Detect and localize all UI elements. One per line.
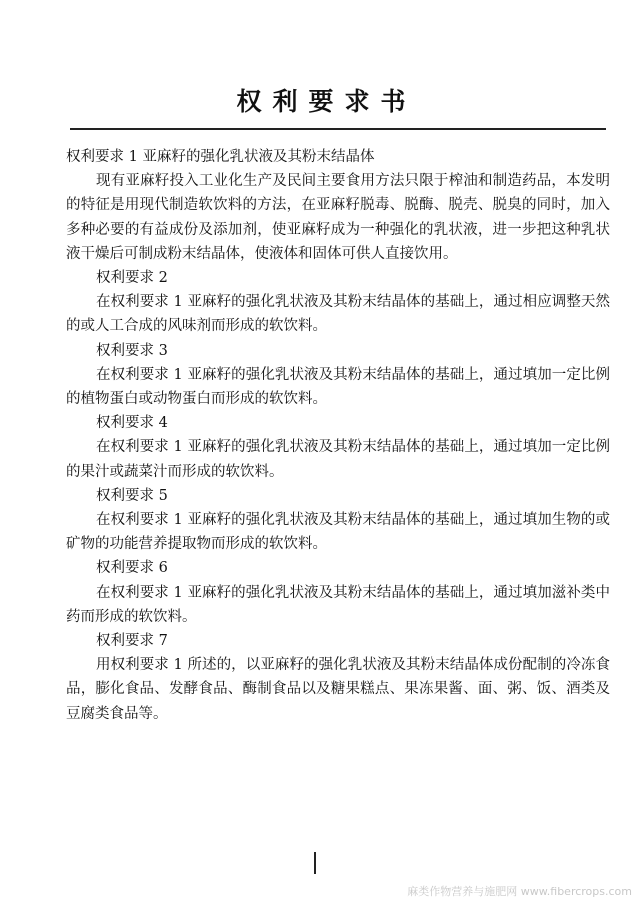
claim-4-text: 在权利要求 1 亚麻籽的强化乳状液及其粉末结晶体的基础上，通过填加一定比例的果汁或蔬菜汁而形成的软饮料。 xyxy=(66,439,610,480)
claim-3-heading: 权利要求 3 xyxy=(96,342,168,359)
claims-body xyxy=(66,145,610,726)
claim-6-heading: 权利要求 6 xyxy=(96,560,168,577)
site-watermark: 麻类作物营养与施肥网 www.fibercrops.com xyxy=(407,885,632,898)
claim-3-text: 在权利要求 1 亚麻籽的强化乳状液及其粉末结晶体的基础上，通过填加一定比例的植物蛋白或动物蛋白而形成的软饮料。 xyxy=(66,366,610,408)
document-title: 权利要求书 xyxy=(236,87,417,116)
claim-5-text: 在权利要求 1 亚麻籽的强化乳状液及其粉末结晶体的基础上，通过填加生物的或矿物的功能营养提取物而形成的软饮料。 xyxy=(66,512,610,553)
claim-4-heading: 权利要求 4 xyxy=(96,415,168,432)
claim-1-heading: 权利要求 1 亚麻籽的强化乳状液及其粉末结晶体 xyxy=(66,149,375,165)
claim-5-heading: 权利要求 5 xyxy=(96,487,168,504)
claim-7-text: 用权利要求 1 所述的，以亚麻籽的强化乳状液及其粉末结晶体成份配制的冷冻食品，膨化食品、发酵食品、酶制食品以及糖果糕点、果冻果酱、面、粥、饭、酒类及豆腐类食品等。 xyxy=(66,657,610,722)
claim-1-text: 现有亚麻籽投入工业化生产及民间主要食用方法只限于榨油和制造药品，本发明的特征是用现代制造软饮料的方法，在亚麻籽脱毒、脱酶、脱壳、脱臭的同时，加入多种必要的有益成份及添加剂，使亚麻籽成为一种强化的乳状液，进一步把这种乳状液干燥后可制成粉末结晶体，使液体和固体可供人直接饮用。 xyxy=(66,173,610,262)
claim-6-text: 在权利要求 1 亚麻籽的强化乳状液及其粉末结晶体的基础上，通过填加滋补类中药而形成的软饮料。 xyxy=(66,584,610,625)
page-number-marker xyxy=(314,852,316,874)
claim-2-text: 在权利要求 1 亚麻籽的强化乳状液及其粉末结晶体的基础上，通过相应调整天然的或人工合成的风味剂而形成的软饮料。 xyxy=(66,294,610,335)
claim-7-heading: 权利要求 7 xyxy=(96,633,168,650)
title-rule xyxy=(70,128,606,130)
claim-2-heading: 权利要求 2 xyxy=(96,270,168,287)
